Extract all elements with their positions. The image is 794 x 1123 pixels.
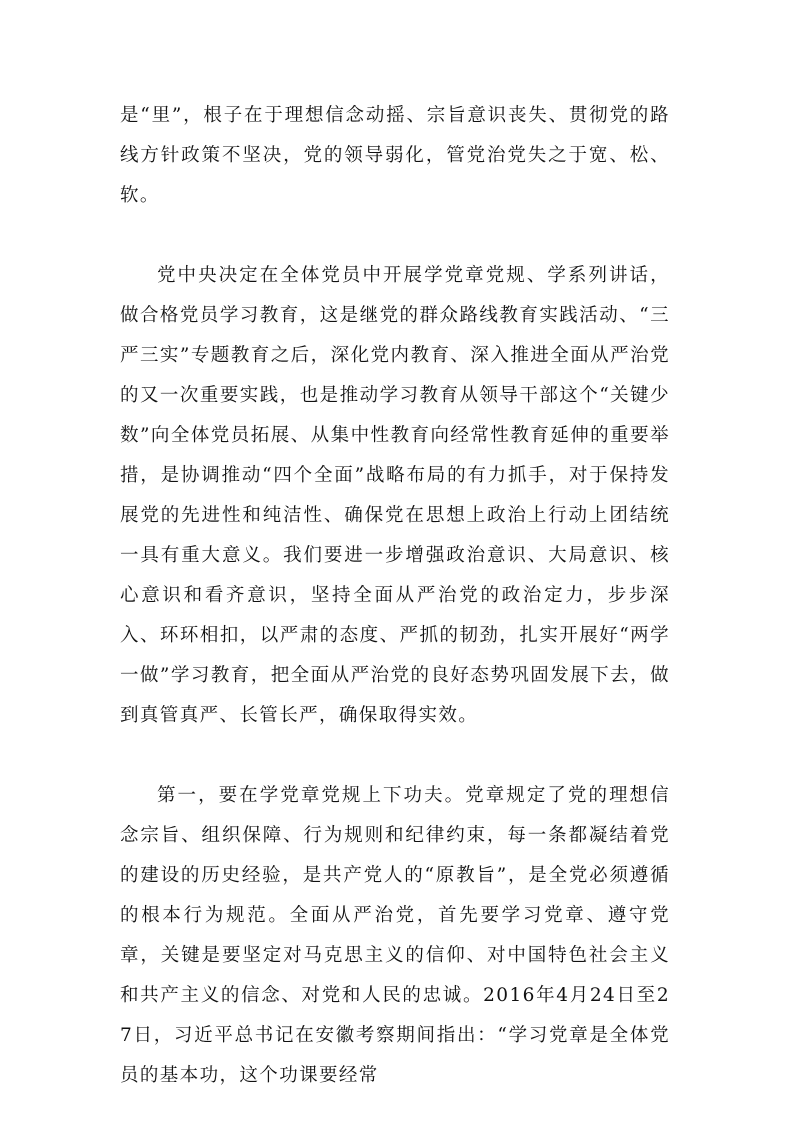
document-body bbox=[120, 96, 670, 1096]
paragraph-1: 是“里”，根子在于理想信念动摇、宗旨意识丧失、贯彻党的路线方针政策不坚决，党的领导弱化，管党治党失之于宽、松、软。 bbox=[120, 105, 670, 206]
paragraph-3: 第一，要在学党章党规上下功夫。党章规定了党的理想信念宗旨、组织保障、行为规则和纪律约束，每一条都凝结着党的建设的历史经验，是共产党人的“原教旨”，是全党必须遵循的根本行为规范。全面从严治党，首先要学习党章、遵守党章，关键是要坚定对马克思主义的信仰、对中国特色社会主义和共产主义的信念、对党和人民的忠诚。2016年4月24日至27日，习近平总书记在安徽考察期间指出：“学习党章是全体党员的基本功，这个功课要经常 bbox=[120, 785, 670, 1086]
paragraph-2: 党中央决定在全体党员中开展学党章党规、学系列讲话，做合格党员学习教育，这是继党的群众路线教育实践活动、“三严三实”专题教育之后，深化党内教育、深入推进全面从严治党的又一次重要实践，也是推动学习教育从领导干部这个“关键少数”向全体党员拓展、从集中性教育向经常性教育延伸的重要举措，是协调推动“四个全面”战略布局的有力抓手，对于保持发展党的先进性和纯洁性、确保党在思想上政治上行动上团结统一具有重大意义。我们要进一步增强政治意识、大局意识、核心意识和看齐意识，坚持全面从严治党的政治定力，步步深入、环环相扣，以严肃的态度、严抓的韧劲，扎实开展好“两学一做”学习教育，把全面从严治党的良好态势巩固发展下去，做到真管真严、长管长严，确保取得实效。 bbox=[120, 265, 670, 726]
